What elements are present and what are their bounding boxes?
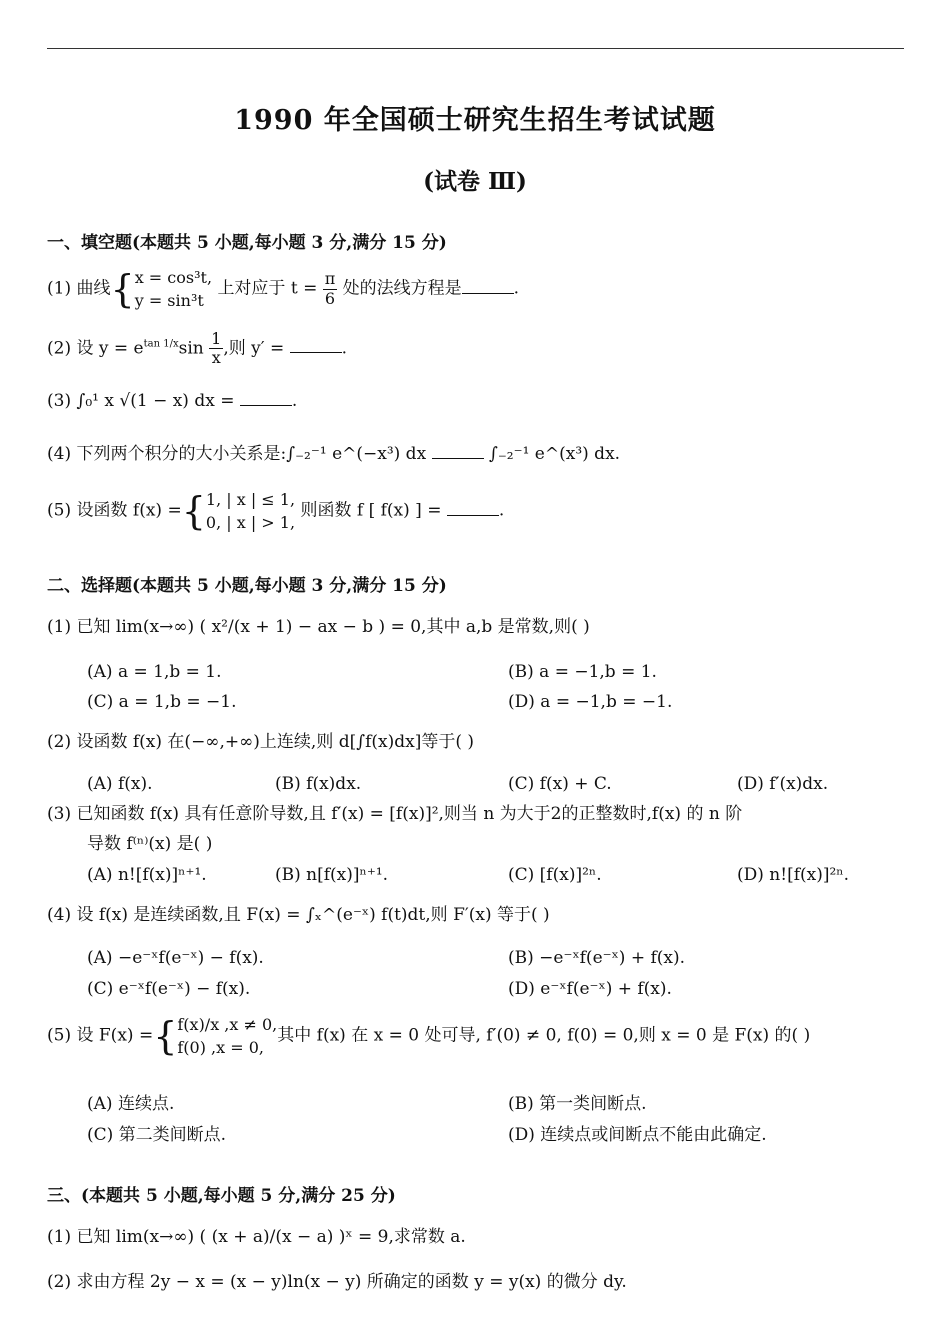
s2-q5-option-b: (B) 第一类间断点. xyxy=(508,1094,647,1114)
s3-q1: (1) 已知 lim(x→∞) ( (x + a)/(x − a) )ˣ = 9,求常数 a. xyxy=(47,1227,466,1247)
answer-blank xyxy=(290,340,342,353)
s2-q3-option-d: (D) n![f(x)]²ⁿ. xyxy=(737,865,850,885)
s2-q3-option-a: (A) n![f(x)]ⁿ⁺¹. xyxy=(87,865,207,885)
answer-blank xyxy=(462,281,514,294)
s3-q2: (2) 求由方程 2y − x = (x − y)ln(x − y) 所确定的函数 y = y(x) 的微分 dy. xyxy=(47,1272,627,1292)
s2-q5-option-c: (C) 第二类间断点. xyxy=(87,1125,227,1145)
s2-q3-stem2: 导数 f⁽ⁿ⁾(x) 是( ) xyxy=(87,834,213,854)
s2-q2-option-b: (B) f(x)dx. xyxy=(275,774,362,794)
s1-q4: (4) 下列两个积分的大小关系是:∫₋₂⁻¹ e^(−x³) dx ∫₋₂⁻¹ e^(x³) dx. xyxy=(47,444,621,464)
s2-q4-option-d: (D) e⁻ˣf(e⁻ˣ) + f(x). xyxy=(508,979,672,999)
s2-q2-stem: (2) 设函数 f(x) 在(−∞,+∞)上连续,则 d[∫f(x)dx]等于( ) xyxy=(47,732,475,752)
answer-blank xyxy=(432,446,484,459)
s1-q1: (1) 曲线{x = cos³t, y = sin³t 上对应于 t = $\frac{\pi}{6}$ 处的法线方程是 . xyxy=(47,267,520,312)
s2-q2-option-c: (C) f(x) + C. xyxy=(508,774,612,794)
s2-q4-option-c: (C) e⁻ˣf(e⁻ˣ) − f(x). xyxy=(87,979,251,999)
s2-q3-option-c: (C) [f(x)]²ⁿ. xyxy=(508,865,602,885)
s2-q1-option-c: (C) a = 1,b = −1. xyxy=(87,692,237,712)
s2-q2-option-a: (A) f(x). xyxy=(87,774,153,794)
section3-heading: 三、(本题共 5 小题,每小题 5 分,满分 25 分) xyxy=(47,1186,396,1206)
s2-q3-option-b: (B) n[f(x)]ⁿ⁺¹. xyxy=(275,865,389,885)
s2-q1-option-d: (D) a = −1,b = −1. xyxy=(508,692,673,712)
section2-heading: 二、选择题(本题共 5 小题,每小题 3 分,满分 15 分) xyxy=(47,576,447,596)
s2-q5-option-d: (D) 连续点或间断点不能由此确定. xyxy=(508,1125,767,1145)
page-title: 1990 年全国硕士研究生招生考试试题 xyxy=(234,105,716,136)
s2-q1-option-a: (A) a = 1,b = 1. xyxy=(87,662,222,682)
s2-q2-option-d: (D) f′(x)dx. xyxy=(737,774,829,794)
answer-blank xyxy=(447,503,499,516)
s2-q1-option-b: (B) a = −1,b = 1. xyxy=(508,662,657,682)
page-subtitle: (试卷 Ⅲ) xyxy=(423,168,527,195)
s2-q4-option-b: (B) −e⁻ˣf(e⁻ˣ) + f(x). xyxy=(508,948,686,968)
s2-q4-stem: (4) 设 f(x) 是连续函数,且 F(x) = ∫ₓ^(e⁻ˣ) f(t)dt,则 F′(x) 等于( ) xyxy=(47,905,550,925)
s2-q1-stem: (1) 已知 lim(x→∞) ( x²/(x + 1) − ax − b ) = 0,其中 a,b 是常数,则( ) xyxy=(47,617,590,637)
s2-q5-stem: (5) 设 F(x) ={f(x)/x ,x ≠ 0, f(0) ,x = 0,其中 f(x) 在 x = 0 处可导, f′(0) ≠ 0, f(0) = 0,则 x = 0 是 F(x) 的( ) xyxy=(47,1014,811,1059)
s2-q5-option-a: (A) 连续点. xyxy=(87,1094,175,1114)
s2-q4-option-a: (A) −e⁻ˣf(e⁻ˣ) − f(x). xyxy=(87,948,264,968)
s1-q2: (2) 设 $y = e^{tan 1/x}\sin$ $\frac{1}{x}$ ,则 y′ = . xyxy=(47,329,348,368)
s1-q5: (5) 设函数 f(x) ={1, | x | ≤ 1, 0, | x | > 1, 则函数 f [ f(x) ] = . xyxy=(47,489,505,534)
section1-heading: 一、填空题(本题共 5 小题,每小题 3 分,满分 15 分) xyxy=(47,233,447,253)
answer-blank xyxy=(240,393,292,406)
top-rule xyxy=(47,48,904,49)
s1-q3: (3) ∫₀¹ x √(1 − x) dx = . xyxy=(47,391,298,411)
s2-q3-stem: (3) 已知函数 f(x) 具有任意阶导数,且 f′(x) = [f(x)]²,则当 n 为大于2的正整数时,f(x) 的 n 阶 xyxy=(47,804,743,824)
